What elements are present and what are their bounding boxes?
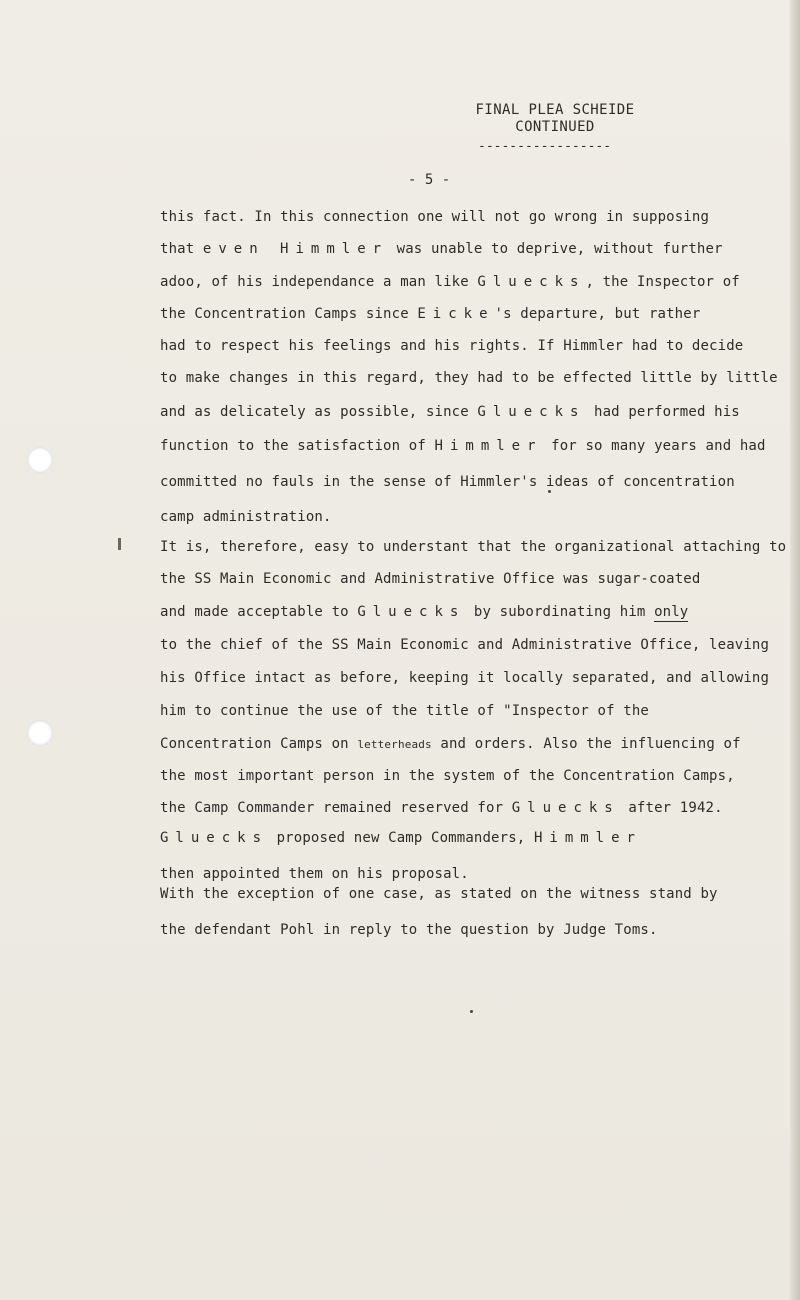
text-line: committed no fauls in the sense of Himmler's ideas of concentration	[160, 474, 735, 490]
text-line: that even Himmler was unable to deprive, without further	[160, 241, 723, 257]
text-line: function to the satisfaction of Himmler for so many years and had	[160, 438, 766, 454]
text-line: this fact. In this connection one will not go wrong in supposing	[160, 209, 710, 225]
handwritten-insert: letterheads	[357, 738, 432, 751]
text-line: had to respect his feelings and his rights. If Himmler had to decide	[160, 338, 744, 354]
text-line: the Camp Commander remained reserved for Gluecks after 1942.	[160, 800, 723, 816]
paper-edge	[790, 0, 800, 1300]
margin-mark	[118, 538, 121, 550]
text-line: and as delicately as possible, since Gluecks had performed his	[160, 404, 740, 420]
page-number: - 5 -	[408, 172, 451, 188]
text-line: to make changes in this regard, they had to be effected little by little	[160, 370, 778, 386]
text-line: the Concentration Camps since Eicke's departure, but rather	[160, 306, 701, 322]
text-line: and made acceptable to Gluecks by subordinating him only	[160, 604, 689, 620]
text-line: the SS Main Economic and Administrative Office was sugar-coated	[160, 571, 701, 587]
text-line: It is, therefore, easy to understant that the organizational attaching to	[160, 539, 787, 555]
punch-hole-top	[27, 447, 53, 473]
text-line: then appointed them on his proposal.	[160, 866, 469, 882]
underlined-word: only	[654, 604, 689, 620]
ink-dot	[470, 1010, 473, 1013]
text-line: the most important person in the system of the Concentration Camps,	[160, 768, 735, 784]
header-rule: -----------------	[478, 139, 612, 154]
text-line: the defendant Pohl in reply to the question by Judge Toms.	[160, 922, 658, 938]
header-title: FINAL PLEA SCHEIDE	[475, 102, 635, 118]
text-line: him to continue the use of the title of "Inspector of the	[160, 703, 649, 719]
ink-dot	[548, 490, 551, 493]
text-line: adoo, of his independance a man like Gluecks, the Inspector of	[160, 274, 740, 290]
text-line: camp administration.	[160, 509, 332, 525]
text-line: his Office intact as before, keeping it locally separated, and allowing	[160, 670, 770, 686]
text-line: to the chief of the SS Main Economic and Administrative Office, leaving	[160, 637, 770, 653]
text-line: Gluecks proposed new Camp Commanders, Himmler	[160, 830, 642, 846]
header-subtitle: CONTINUED	[515, 119, 595, 135]
document-header	[440, 102, 670, 155]
text-line: Concentration Camps on letterheads and orders. Also the influencing of	[160, 736, 741, 752]
text-line: With the exception of one case, as stated on the witness stand by	[160, 886, 718, 902]
punch-hole-bottom	[27, 720, 53, 746]
